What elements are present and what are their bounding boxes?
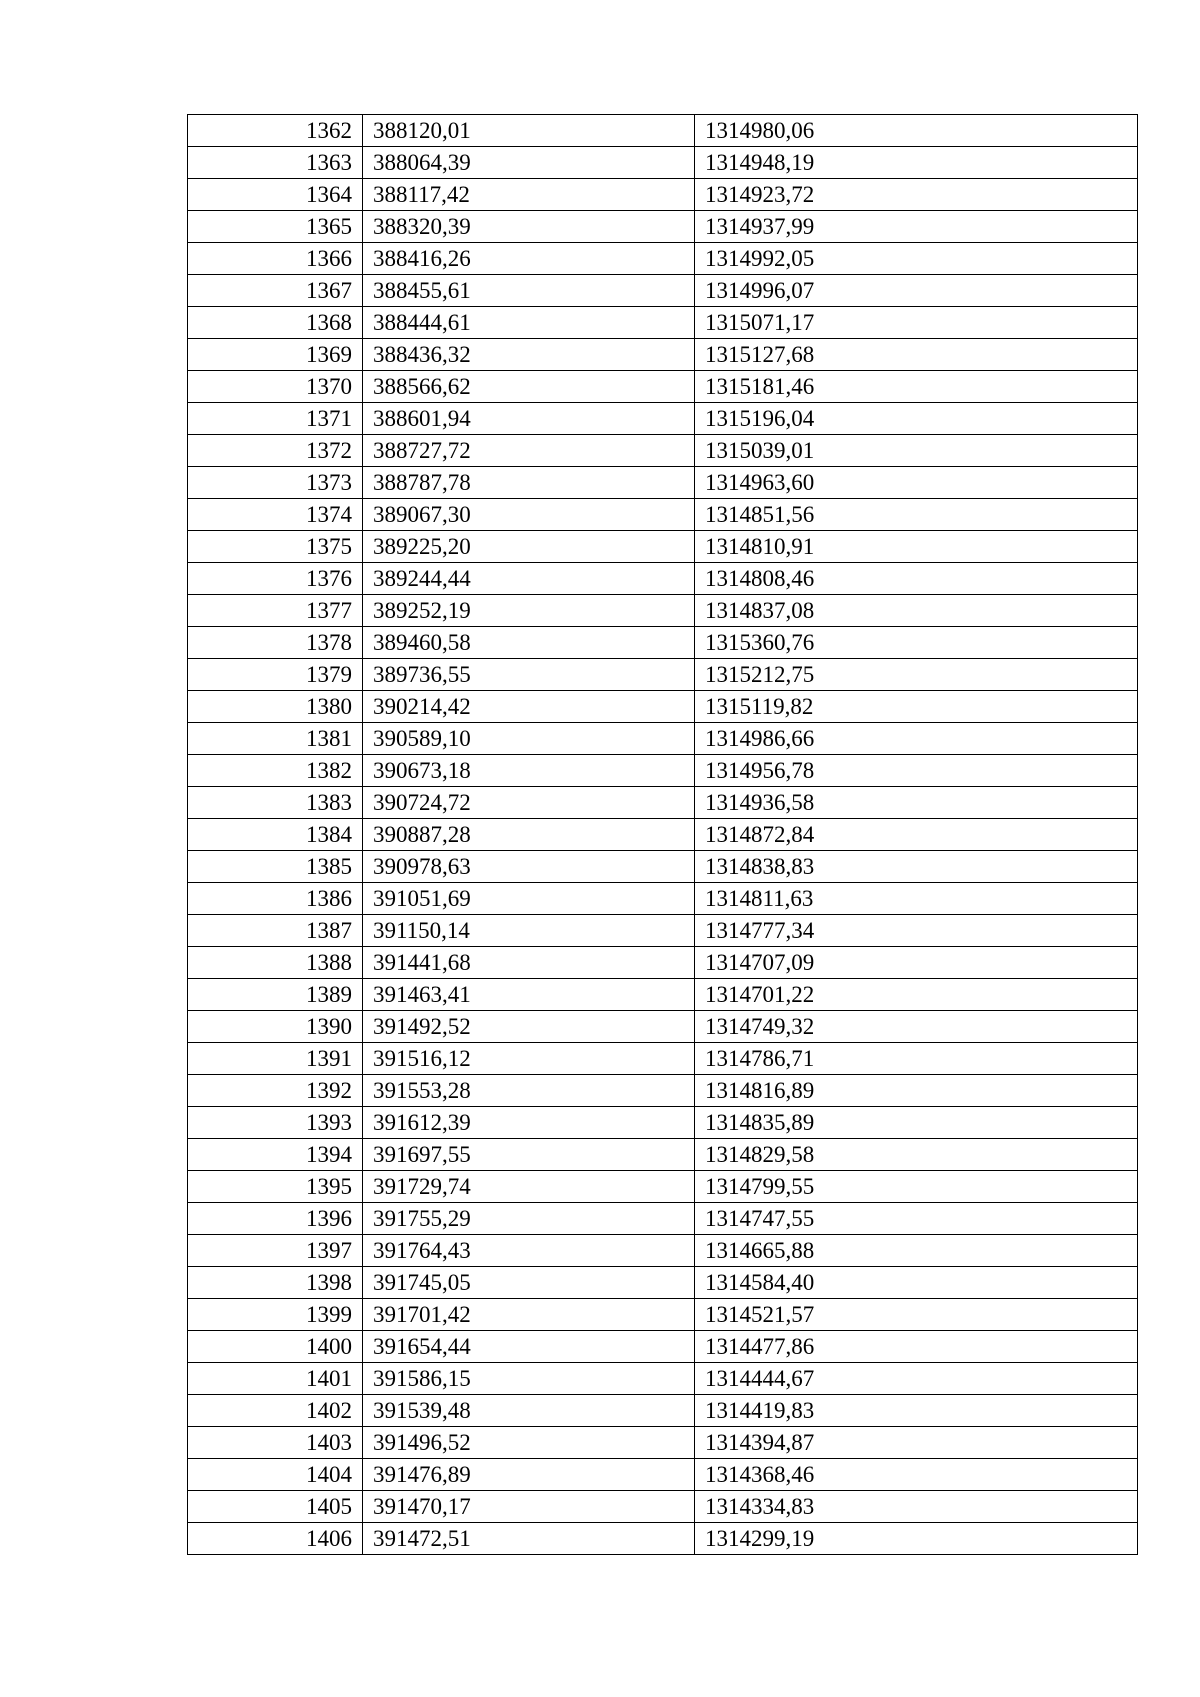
point-number-cell: 1362	[188, 115, 363, 147]
y-coordinate-cell: 1314521,57	[695, 1299, 1138, 1331]
table-row	[188, 563, 1138, 595]
y-coordinate-cell: 1315127,68	[695, 339, 1138, 371]
y-coordinate-cell: 1314956,78	[695, 755, 1138, 787]
point-number-cell: 1372	[188, 435, 363, 467]
x-coordinate-cell: 388320,39	[363, 211, 695, 243]
point-number-cell: 1377	[188, 595, 363, 627]
y-coordinate-cell: 1314872,84	[695, 819, 1138, 851]
point-number-cell: 1379	[188, 659, 363, 691]
point-number-cell: 1370	[188, 371, 363, 403]
table-row	[188, 1491, 1138, 1523]
point-number-cell: 1387	[188, 915, 363, 947]
y-coordinate-cell: 1315181,46	[695, 371, 1138, 403]
point-number-cell: 1376	[188, 563, 363, 595]
x-coordinate-cell: 390589,10	[363, 723, 695, 755]
point-number-cell: 1390	[188, 1011, 363, 1043]
point-number-cell: 1405	[188, 1491, 363, 1523]
table-row	[188, 1459, 1138, 1491]
table-row	[188, 1011, 1138, 1043]
x-coordinate-cell: 389252,19	[363, 595, 695, 627]
x-coordinate-cell: 391745,05	[363, 1267, 695, 1299]
y-coordinate-cell: 1315039,01	[695, 435, 1138, 467]
point-number-cell: 1402	[188, 1395, 363, 1427]
y-coordinate-cell: 1314923,72	[695, 179, 1138, 211]
point-number-cell: 1383	[188, 787, 363, 819]
x-coordinate-cell: 389460,58	[363, 627, 695, 659]
point-number-cell: 1381	[188, 723, 363, 755]
y-coordinate-cell: 1315212,75	[695, 659, 1138, 691]
table-row	[188, 243, 1138, 275]
point-number-cell: 1395	[188, 1171, 363, 1203]
point-number-cell: 1398	[188, 1267, 363, 1299]
table-row	[188, 1171, 1138, 1203]
y-coordinate-cell: 1314837,08	[695, 595, 1138, 627]
y-coordinate-cell: 1314749,32	[695, 1011, 1138, 1043]
y-coordinate-cell: 1314444,67	[695, 1363, 1138, 1395]
y-coordinate-cell: 1314816,89	[695, 1075, 1138, 1107]
table-row	[188, 1523, 1138, 1555]
point-number-cell: 1399	[188, 1299, 363, 1331]
x-coordinate-cell: 391516,12	[363, 1043, 695, 1075]
y-coordinate-cell: 1314477,86	[695, 1331, 1138, 1363]
table-row	[188, 883, 1138, 915]
point-number-cell: 1380	[188, 691, 363, 723]
y-coordinate-cell: 1314851,56	[695, 499, 1138, 531]
x-coordinate-cell: 391586,15	[363, 1363, 695, 1395]
x-coordinate-cell: 390673,18	[363, 755, 695, 787]
point-number-cell: 1388	[188, 947, 363, 979]
point-number-cell: 1396	[188, 1203, 363, 1235]
table-row	[188, 755, 1138, 787]
table-row	[188, 339, 1138, 371]
x-coordinate-cell: 391492,52	[363, 1011, 695, 1043]
x-coordinate-cell: 391764,43	[363, 1235, 695, 1267]
table-row	[188, 179, 1138, 211]
point-number-cell: 1371	[188, 403, 363, 435]
y-coordinate-cell: 1314665,88	[695, 1235, 1138, 1267]
x-coordinate-cell: 391496,52	[363, 1427, 695, 1459]
x-coordinate-cell: 391654,44	[363, 1331, 695, 1363]
y-coordinate-cell: 1315196,04	[695, 403, 1138, 435]
x-coordinate-cell: 391612,39	[363, 1107, 695, 1139]
point-number-cell: 1394	[188, 1139, 363, 1171]
x-coordinate-cell: 388727,72	[363, 435, 695, 467]
coordinates-table	[187, 114, 1138, 1555]
point-number-cell: 1384	[188, 819, 363, 851]
y-coordinate-cell: 1314808,46	[695, 563, 1138, 595]
table-row	[188, 1139, 1138, 1171]
x-coordinate-cell: 391553,28	[363, 1075, 695, 1107]
x-coordinate-cell: 391755,29	[363, 1203, 695, 1235]
point-number-cell: 1391	[188, 1043, 363, 1075]
point-number-cell: 1364	[188, 179, 363, 211]
point-number-cell: 1392	[188, 1075, 363, 1107]
y-coordinate-cell: 1314811,63	[695, 883, 1138, 915]
table-row	[188, 787, 1138, 819]
y-coordinate-cell: 1314986,66	[695, 723, 1138, 755]
table-row	[188, 147, 1138, 179]
point-number-cell: 1363	[188, 147, 363, 179]
point-number-cell: 1386	[188, 883, 363, 915]
x-coordinate-cell: 388416,26	[363, 243, 695, 275]
table-row	[188, 947, 1138, 979]
point-number-cell: 1385	[188, 851, 363, 883]
point-number-cell: 1365	[188, 211, 363, 243]
point-number-cell: 1397	[188, 1235, 363, 1267]
y-coordinate-cell: 1315071,17	[695, 307, 1138, 339]
table-row	[188, 915, 1138, 947]
table-row	[188, 531, 1138, 563]
y-coordinate-cell: 1315119,82	[695, 691, 1138, 723]
x-coordinate-cell: 391476,89	[363, 1459, 695, 1491]
y-coordinate-cell: 1314835,89	[695, 1107, 1138, 1139]
y-coordinate-cell: 1314368,46	[695, 1459, 1138, 1491]
point-number-cell: 1382	[188, 755, 363, 787]
table-row	[188, 1363, 1138, 1395]
x-coordinate-cell: 388601,94	[363, 403, 695, 435]
x-coordinate-cell: 391441,68	[363, 947, 695, 979]
x-coordinate-cell: 388436,32	[363, 339, 695, 371]
y-coordinate-cell: 1314777,34	[695, 915, 1138, 947]
y-coordinate-cell: 1314707,09	[695, 947, 1138, 979]
x-coordinate-cell: 391539,48	[363, 1395, 695, 1427]
point-number-cell: 1367	[188, 275, 363, 307]
point-number-cell: 1403	[188, 1427, 363, 1459]
y-coordinate-cell: 1314419,83	[695, 1395, 1138, 1427]
y-coordinate-cell: 1314299,19	[695, 1523, 1138, 1555]
x-coordinate-cell: 391701,42	[363, 1299, 695, 1331]
point-number-cell: 1378	[188, 627, 363, 659]
table-row	[188, 435, 1138, 467]
x-coordinate-cell: 389736,55	[363, 659, 695, 691]
x-coordinate-cell: 391697,55	[363, 1139, 695, 1171]
x-coordinate-cell: 390978,63	[363, 851, 695, 883]
table-row	[188, 1043, 1138, 1075]
table-row	[188, 499, 1138, 531]
x-coordinate-cell: 389244,44	[363, 563, 695, 595]
x-coordinate-cell: 388117,42	[363, 179, 695, 211]
table-row	[188, 1395, 1138, 1427]
x-coordinate-cell: 390887,28	[363, 819, 695, 851]
point-number-cell: 1404	[188, 1459, 363, 1491]
table-row	[188, 211, 1138, 243]
y-coordinate-cell: 1314334,83	[695, 1491, 1138, 1523]
y-coordinate-cell: 1314980,06	[695, 115, 1138, 147]
table-row	[188, 371, 1138, 403]
coordinates-table-body	[188, 115, 1138, 1555]
point-number-cell: 1389	[188, 979, 363, 1011]
y-coordinate-cell: 1314963,60	[695, 467, 1138, 499]
y-coordinate-cell: 1314786,71	[695, 1043, 1138, 1075]
y-coordinate-cell: 1314810,91	[695, 531, 1138, 563]
x-coordinate-cell: 391051,69	[363, 883, 695, 915]
x-coordinate-cell: 388787,78	[363, 467, 695, 499]
table-row	[188, 275, 1138, 307]
x-coordinate-cell: 391729,74	[363, 1171, 695, 1203]
table-row	[188, 1299, 1138, 1331]
x-coordinate-cell: 391150,14	[363, 915, 695, 947]
x-coordinate-cell: 389225,20	[363, 531, 695, 563]
point-number-cell: 1401	[188, 1363, 363, 1395]
y-coordinate-cell: 1314829,58	[695, 1139, 1138, 1171]
table-row	[188, 627, 1138, 659]
y-coordinate-cell: 1314584,40	[695, 1267, 1138, 1299]
table-row	[188, 851, 1138, 883]
x-coordinate-cell: 388444,61	[363, 307, 695, 339]
table-row	[188, 659, 1138, 691]
x-coordinate-cell: 390214,42	[363, 691, 695, 723]
table-row	[188, 1075, 1138, 1107]
x-coordinate-cell: 389067,30	[363, 499, 695, 531]
x-coordinate-cell: 391463,41	[363, 979, 695, 1011]
table-row	[188, 595, 1138, 627]
point-number-cell: 1369	[188, 339, 363, 371]
x-coordinate-cell: 388566,62	[363, 371, 695, 403]
y-coordinate-cell: 1314937,99	[695, 211, 1138, 243]
point-number-cell: 1368	[188, 307, 363, 339]
point-number-cell: 1375	[188, 531, 363, 563]
x-coordinate-cell: 390724,72	[363, 787, 695, 819]
x-coordinate-cell: 391470,17	[363, 1491, 695, 1523]
point-number-cell: 1406	[188, 1523, 363, 1555]
x-coordinate-cell: 388120,01	[363, 115, 695, 147]
y-coordinate-cell: 1314992,05	[695, 243, 1138, 275]
y-coordinate-cell: 1314996,07	[695, 275, 1138, 307]
x-coordinate-cell: 391472,51	[363, 1523, 695, 1555]
table-row	[188, 115, 1138, 147]
table-row	[188, 1235, 1138, 1267]
table-row	[188, 403, 1138, 435]
table-row	[188, 979, 1138, 1011]
point-number-cell: 1374	[188, 499, 363, 531]
y-coordinate-cell: 1314701,22	[695, 979, 1138, 1011]
y-coordinate-cell: 1315360,76	[695, 627, 1138, 659]
point-number-cell: 1400	[188, 1331, 363, 1363]
table-row	[188, 1427, 1138, 1459]
table-row	[188, 1107, 1138, 1139]
y-coordinate-cell: 1314799,55	[695, 1171, 1138, 1203]
table-row	[188, 307, 1138, 339]
x-coordinate-cell: 388064,39	[363, 147, 695, 179]
x-coordinate-cell: 388455,61	[363, 275, 695, 307]
y-coordinate-cell: 1314838,83	[695, 851, 1138, 883]
table-row	[188, 1331, 1138, 1363]
y-coordinate-cell: 1314936,58	[695, 787, 1138, 819]
y-coordinate-cell: 1314747,55	[695, 1203, 1138, 1235]
table-row	[188, 1267, 1138, 1299]
point-number-cell: 1373	[188, 467, 363, 499]
y-coordinate-cell: 1314394,87	[695, 1427, 1138, 1459]
point-number-cell: 1366	[188, 243, 363, 275]
table-row	[188, 723, 1138, 755]
y-coordinate-cell: 1314948,19	[695, 147, 1138, 179]
table-row	[188, 819, 1138, 851]
point-number-cell: 1393	[188, 1107, 363, 1139]
table-row	[188, 467, 1138, 499]
table-row	[188, 691, 1138, 723]
table-row	[188, 1203, 1138, 1235]
